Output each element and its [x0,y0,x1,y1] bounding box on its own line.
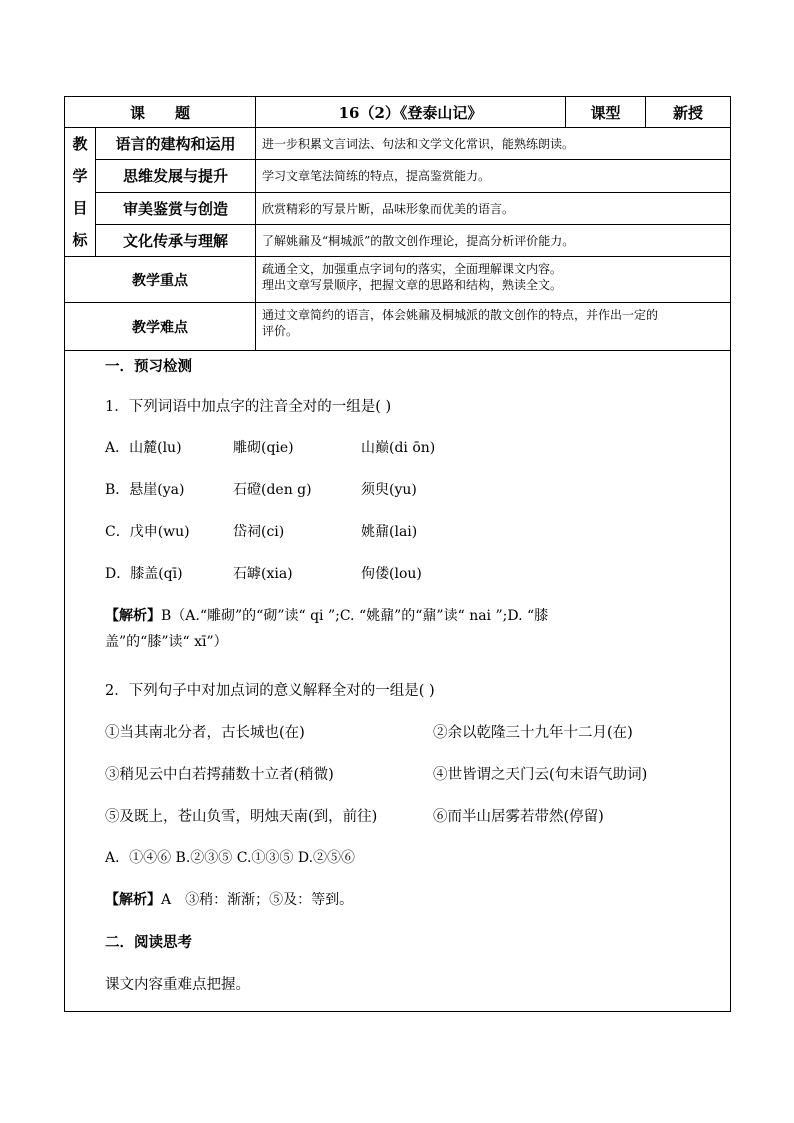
q1-option-c-word3: 姚鼐(lai) [361,524,418,540]
objectives-side-label: 教 学 目 标 [65,128,96,257]
q2-item-4: ④世皆谓之天门云(句末语气助词) [433,767,648,783]
q2-item-6: ⑥而半山居雾若带然(停留) [433,809,604,825]
section-preview-heading: 一．预习检测 [105,358,192,375]
q2-item-5: ⑤及既上，苍山负雪，明烛天南(到，前往) [105,809,378,825]
objective-category: 语言的建构和运用 [96,128,256,160]
question-2: 2．下列句子中对加点词的意义解释全对的一组是( ) [105,683,435,699]
key-points-text: 疏通全文，加强重点字词句的落实，全面理解课文内容。 理出文章写景顺序，把握文章的思路和结构，熟读全文。 [256,257,731,303]
q2-item-3: ③稍见云中白若摴蒱数十立者(稍微) [105,767,334,783]
reading-text: 课文内容重难点把握。 [105,977,250,993]
difficulties-row [65,303,731,351]
header-row [65,97,731,128]
lesson-title: 16（2）《登泰山记》 [256,97,566,128]
q2-item-2: ②余以乾隆三十九年十二月(在) [433,725,633,741]
q1-option-b: B．悬崖(ya) [105,482,185,498]
q1-option-b-word3: 须臾(yu) [361,482,417,498]
key-points-row [65,257,731,303]
q2-answer: 【解析】A ③稍：渐渐；⑤及：等到。 [105,892,354,908]
difficulties-text: 通过文章简约的语言，体会姚鼐及桐城派的散文创作的特点，并作出一定的 评价。 [256,303,731,351]
q2-choices: A．①④⑥ B.②③⑤ C.①③⑤ D.②⑤⑥ [105,850,356,866]
objective-category: 思维发展与提升 [96,160,256,192]
content-row [65,351,731,1012]
objective-category: 审美鉴赏与创造 [96,192,256,224]
content-cell [65,351,731,1012]
objective-row [65,192,731,224]
q1-option-d: D．膝盖(qī) [105,566,183,582]
objective-row [65,160,731,192]
topic-label: 课 题 [65,97,256,128]
q1-option-b-word2: 石磴(den g) [233,482,312,498]
type-label: 课型 [566,97,646,128]
difficulties-label: 教学难点 [65,303,256,351]
q1-option-c: C．戊申(wu) [105,524,190,540]
q1-answer: 【解析】B（A.“雕砌”的“砌”读“ qi ”;C. “姚鼐”的“鼐”读“ nai ”;D. “膝 盖”的“膝”读“ xī”） [105,608,549,650]
question-1: 1．下列词语中加点字的注音全对的一组是( ) [105,399,392,415]
q1-option-a-word3: 山巅(di ōn) [361,440,436,456]
objective-text: 欣赏精彩的写景片断，品味形象而优美的语言。 [256,192,731,224]
section-reading-heading: 二．阅读思考 [105,934,192,951]
q1-option-a: A．山麓(lu) [105,440,182,456]
key-points-label: 教学重点 [65,257,256,303]
type-value: 新授 [646,97,731,128]
objective-text: 了解姚鼐及“桐城派”的散文创作理论，提高分析评价能力。 [256,224,731,256]
objective-row [65,128,731,160]
q1-option-d-word3: 佝偻(lou) [361,566,422,582]
q2-item-1: ①当其南北分者，古长城也(在) [105,725,305,741]
q1-option-d-word2: 石罅(xia) [233,566,293,582]
q1-option-c-word2: 岱祠(ci) [233,524,285,540]
objective-category: 文化传承与理解 [96,224,256,256]
q1-option-a-word2: 雕砌(qie) [233,440,294,456]
lesson-plan-table [64,96,731,1012]
objective-row [65,224,731,256]
objective-text: 学习文章笔法简练的特点，提高鉴赏能力。 [256,160,731,192]
objective-text: 进一步积累文言词法、句法和文学文化常识，能熟练朗读。 [256,128,731,160]
